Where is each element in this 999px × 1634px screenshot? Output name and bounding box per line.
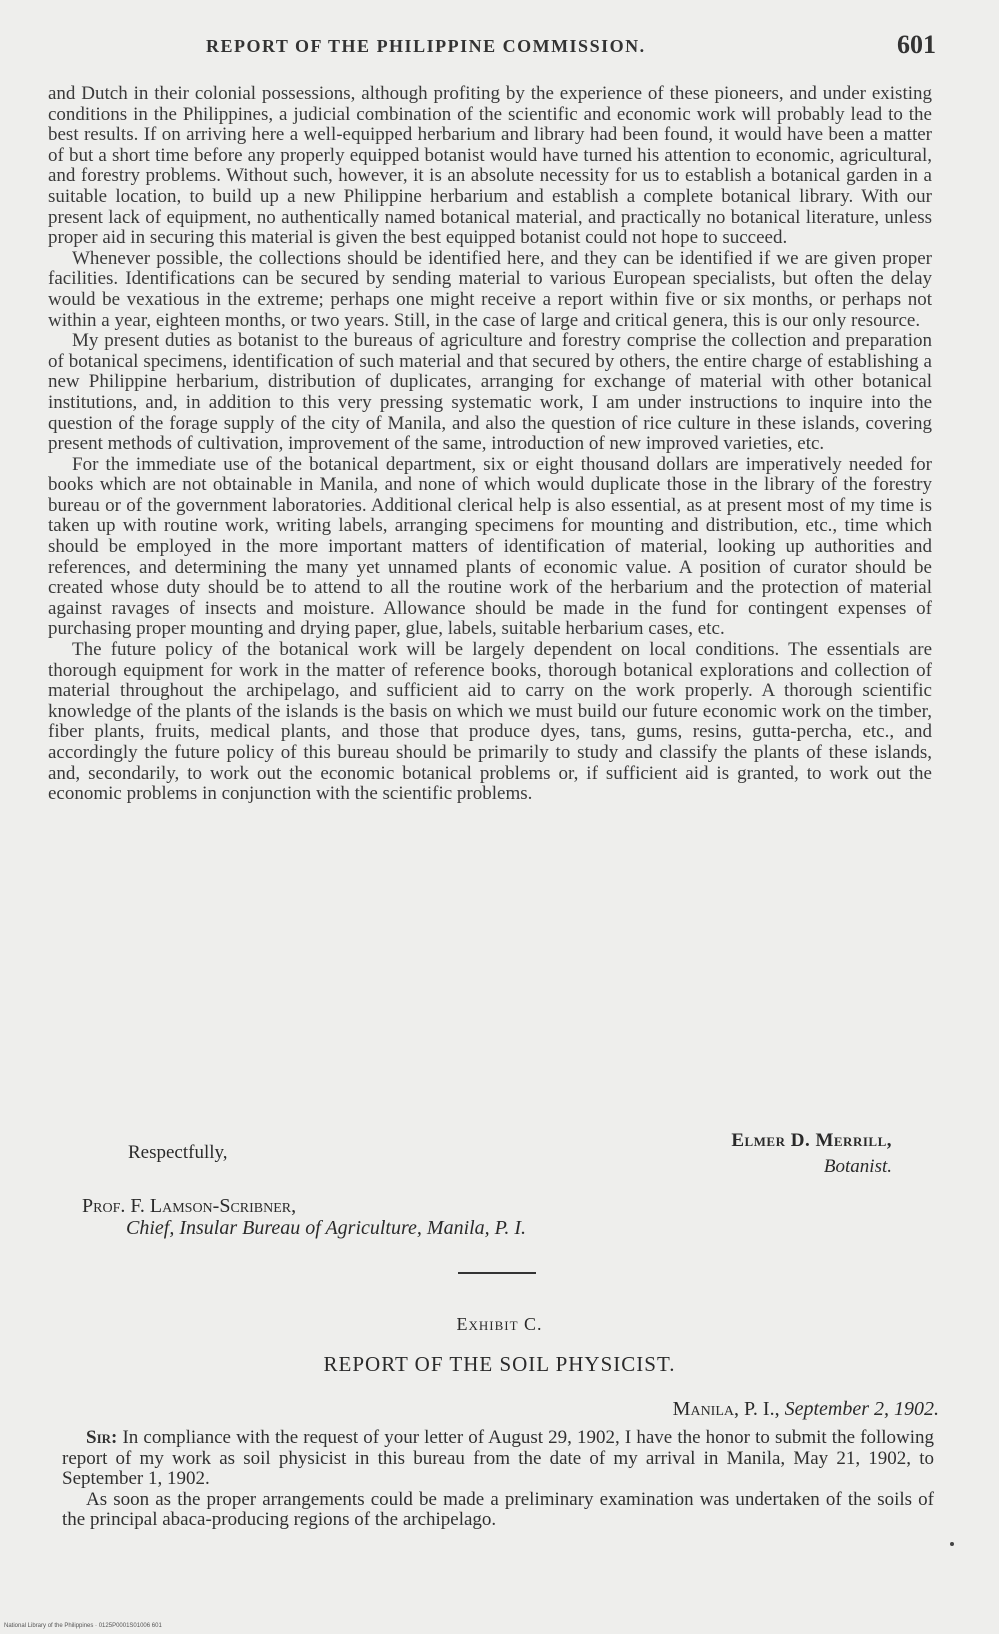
addressee-block: [82, 1195, 782, 1239]
page-header: [56, 30, 936, 64]
addressee-title: Chief, Insular Bureau of Agriculture, Manila, P. I.: [126, 1217, 526, 1239]
letter-paragraph-2: As soon as the proper arrangements could be made a preliminary examination was undertaken of the soils of the principal abaca-producing regions of the archipelago.: [62, 1488, 934, 1531]
letter-paragraph-1-text: In compliance with the request of your letter of August 29, 1902, I have the honor to submit the following report of my work as soil physicist in this bureau from the date of my arrival in Manila, May 21, 1902, to September 1, 1902.: [62, 1427, 935, 1490]
report-title: REPORT OF THE SOIL PHYSICIST.: [323, 1352, 676, 1376]
salutation: Sir:: [86, 1427, 118, 1448]
signature-block: [731, 1130, 892, 1178]
letter-closing: [48, 1130, 912, 1190]
dateline-place: Manila, P. I.,: [672, 1398, 780, 1420]
body-paragraph-2: Whenever possible, the collections should be identified here, and they can be identified if we are given proper facilities. Identifications can be secured by sending material to various European specialists, but often the delay would be vexatious in the extreme; perhaps one might receive a report within five or six months, or perhaps not within a year, eighteen months, or two years. Still, in the case of large and critical genera, this is our only resource.: [48, 247, 932, 331]
footer-credit: National Library of the Philippines · 0125P0001S01006 601: [4, 1623, 162, 1629]
letter-paragraph-1: [62, 1428, 934, 1490]
section-divider: [458, 1272, 536, 1274]
signer-title: Botanist.: [823, 1156, 892, 1177]
body-text: [48, 84, 932, 805]
body-paragraph-5: The future policy of the botanical work will be largely dependent on local conditions. The essentials are thorough equipment for work in the matter of reference books, thorough botanical explorations and collection of material throughout the archipelago, and sufficient aid to carry on the work properly. A thorough scientific knowledge of the plants of the islands is the basis on which we must build our future economic work on the timber, fiber plants, fruits, medical plants, and those that produce dyes, tans, gums, resins, gutta-percha, etc., and accordingly the future policy of this bureau should be primarily to study and classify the plants of these islands, and, secondarily, to work out the economic botanical problems or, if sufficient aid is granted, to work out the economic problems in conjunction with the scientific problems.: [48, 639, 932, 805]
dateline: [673, 1398, 939, 1421]
body-paragraph-3: My present duties as botanist to the bureaus of agriculture and forestry comprise the collection and preparation of botanical specimens, identification of such material and that secured by others, the entire charge of establishing a new Philippine herbarium, distribution of duplicates, arranging for exchange of material with other botanical institutions, and, in addition to this very pressing systematic work, I am under instructions to inquire into the question of the forage supply of the city of Manila, and also the question of rice culture in these islands, covering present methods of cultivation, improvement of the same, introduction of new improved varieties, etc.: [48, 330, 932, 455]
exhibit-label: Exhibit C.: [456, 1314, 543, 1334]
page-mark: [950, 1542, 954, 1546]
dateline-date: September 2, 1902.: [784, 1398, 939, 1420]
body-paragraph-1: and Dutch in their colonial possessions, although profiting by the experience of these pioneers, and under existing conditions in the Philippines, a judicial combination of the scientific and economic work will probably lead to the best results. If on arriving here a well-equipped herbarium and library had been found, it would have been a matter of but a short time before any properly equipped botanist would have turned his attention to economic, agricultural, and forestry problems. Without such, however, it is an absolute necessity for us to establish a botanical garden in a suitable location, to build up a new Philippine herbarium and establish a complete botanical library. With our present lack of equipment, no authentically named botanical material, and practically no botanical literature, unless proper aid in securing this material is given the best equipped botanist could not hope to succeed.: [48, 83, 932, 249]
letter-text: [62, 1428, 934, 1531]
body-paragraph-4: For the immediate use of the botanical department, six or eight thousand dollars are imperatively needed for books which are not obtainable in Manila, and none of which would duplicate those in the library of the forestry bureau or of the government laboratories. Additional clerical help is also essential, as at present most of my time is taken up with routine work, writing labels, arranging specimens for mounting and distribution, etc., time which should be employed in the more important matters of identification of material, looking up authorities and references, and determining the many yet unnamed plants of economic value. A position of curator should be created whose duty should be to attend to all the routine work of the herbarium and the protection of material against ravages of insects and moisture. Allowance should be made in the fund for contingent expenses of purchasing proper mounting and drying paper, glue, labels, suitable herbarium cases, etc.: [48, 453, 932, 640]
signer-name: Elmer D. Merrill,: [731, 1130, 892, 1151]
addressee-name: Prof. F. Lamson-Scribner,: [82, 1195, 297, 1217]
page-number: 601: [897, 30, 936, 59]
complimentary-close: Respectfully,: [128, 1142, 228, 1163]
running-title: REPORT OF THE PHILIPPINE COMMISSION.: [206, 36, 646, 56]
